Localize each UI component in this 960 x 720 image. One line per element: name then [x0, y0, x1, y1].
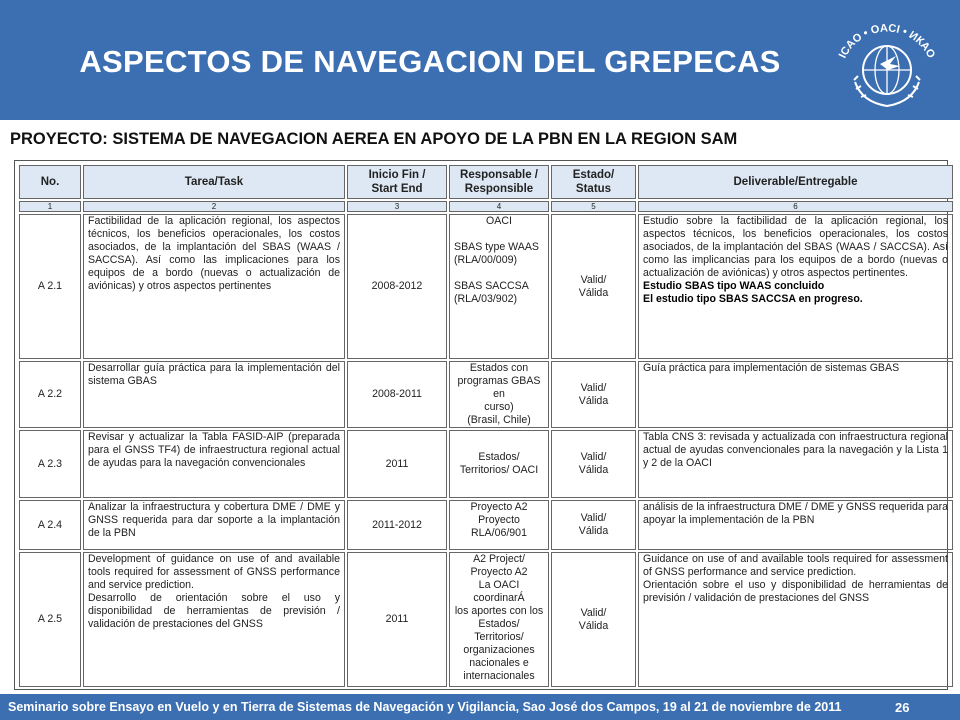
column-number-row	[19, 201, 953, 212]
task-status: Valid/ Válida	[551, 500, 636, 550]
task-responsible: Estados con programas GBAS en curso) (Brasil, Chile)	[449, 361, 549, 428]
task-deliverable: Guía práctica para implementación de sistemas GBAS	[638, 361, 953, 428]
task-number: A 2.1	[19, 214, 81, 359]
task-status: Valid/ Válida	[551, 430, 636, 498]
footer-bar	[0, 694, 960, 720]
task-status: Valid/ Válida	[551, 552, 636, 687]
col-number: 2	[83, 201, 345, 212]
task-description: Analizar la infraestructura y cobertura DME / DME y GNSS requerida para dar soporte a la implantación de la PBN	[83, 500, 345, 550]
header-no: No.	[19, 165, 81, 199]
task-number: A 2.3	[19, 430, 81, 498]
task-number: A 2.2	[19, 361, 81, 428]
task-responsible: OACI SBAS type WAAS (RLA/00/009) SBAS SACCSA (RLA/03/902)	[449, 214, 549, 359]
header-task: Tarea/Task	[83, 165, 345, 199]
footer-text: Seminario sobre Ensayo en Vuelo y en Tierra de Sistemas de Navegación y Vigilancia, Sao José dos Campos, 19 al 21 de noviembre de 2011	[8, 700, 842, 714]
project-subtitle: PROYECTO: SISTEMA DE NAVEGACION AEREA EN APOYO DE LA PBN EN LA REGION SAM	[10, 130, 738, 148]
col-number: 3	[347, 201, 447, 212]
task-description: Factibilidad de la aplicación regional, los aspectos técnicos, los beneficios operacionales, los costos asociados, de la implantación del SBAS (WAAS / SACCSA). Así como las implicaciones para los equipos de a bordo (nuevas o actualización de aviónicas) y otros aspectos pertinentes	[83, 214, 345, 359]
table-row	[19, 500, 953, 550]
task-status: Valid/ Válida	[551, 361, 636, 428]
table-row	[19, 430, 953, 498]
project-table	[14, 160, 948, 690]
header-bar	[0, 0, 960, 120]
table-header-row	[19, 165, 953, 199]
task-responsible: Estados/ Territorios/ OACI	[449, 430, 549, 498]
header-dates: Inicio Fin / Start End	[347, 165, 447, 199]
task-number: A 2.5	[19, 552, 81, 687]
page-number: 26	[895, 700, 910, 715]
col-number: 1	[19, 201, 81, 212]
icao-emblem-icon	[818, 2, 956, 118]
task-dates: 2008-2011	[347, 361, 447, 428]
task-deliverable: análisis de la infraestructura DME / DME y GNSS requerida para apoyar la implementación de la PBN	[638, 500, 953, 550]
task-responsible: Proyecto A2 Proyecto RLA/06/901	[449, 500, 549, 550]
header-responsible: Responsable / Responsible	[449, 165, 549, 199]
task-dates: 2008-2012	[347, 214, 447, 359]
task-dates: 2011-2012	[347, 500, 447, 550]
header-status: Estado/ Status	[551, 165, 636, 199]
col-number: 6	[638, 201, 953, 212]
task-responsible: A2 Project/ Proyecto A2 La OACI coordinarÁ los aportes con los Estados/ Territorios/ organizaciones nacionales e internacionales	[449, 552, 549, 687]
header-deliverable: Deliverable/Entregable	[638, 165, 953, 199]
task-dates: 2011	[347, 430, 447, 498]
task-number: A 2.4	[19, 500, 81, 550]
table-row	[19, 214, 953, 359]
col-number: 5	[551, 201, 636, 212]
task-deliverable: Estudio sobre la factibilidad de la aplicación regional, los aspectos técnicos, los beneficios operacionales, los costos asociados, de la implantación del SBAS (WAAS / SACCSA). Así como las implicancias para los equipos de a bordo (nuevas o actualización de aviónicas) y otros aspectos pertinentes. Estudio SBAS tipo WAAS concluido El estudio tipo SBAS SACCSA en progreso.	[638, 214, 953, 359]
task-description: Revisar y actualizar la Tabla FASID-AIP (preparada para el GNSS TF4) de infraestructura regional actual de ayudas para la navegación convencionales	[83, 430, 345, 498]
task-status: Valid/ Válida	[551, 214, 636, 359]
page-title: ASPECTOS DE NAVEGACION DEL GREPECAS	[79, 44, 781, 79]
col-number: 4	[449, 201, 549, 212]
table-row	[19, 361, 953, 428]
task-description: Desarrollar guía práctica para la implementación del sistema GBAS	[83, 361, 345, 428]
task-deliverable: Guidance on use of and available tools required for assessment of GNSS performance and service prediction. Orientación sobre el uso y disponibilidad de herramientas de previsión / validación de prestaciones del GNSS	[638, 552, 953, 687]
task-dates: 2011	[347, 552, 447, 687]
task-deliverable: Tabla CNS 3: revisada y actualizada con infraestructura regional actual de ayudas convencionales para la navegación y la Lista 1 y 2 de la OACI	[638, 430, 953, 498]
logo-text: ICAO • OACI • ИКАО	[836, 22, 938, 61]
table-row	[19, 552, 953, 687]
task-description: Development of guidance on use of and available tools required for assessment of GNSS performance and service prediction. Desarrollo de orientación sobre el uso y disponibilidad de herramientas de previsión / validación de prestaciones del GNSS	[83, 552, 345, 687]
